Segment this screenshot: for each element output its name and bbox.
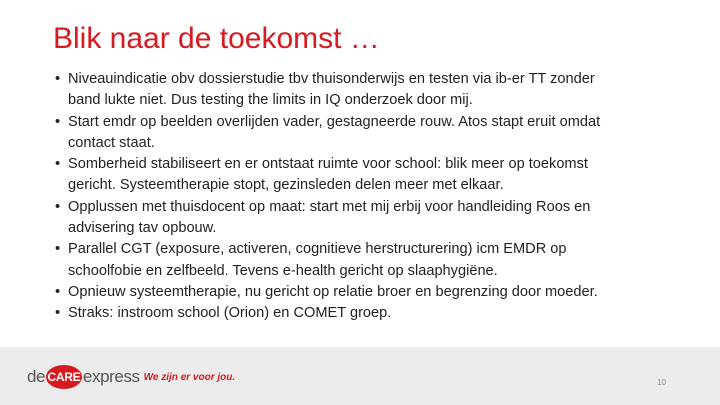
bullet-item: [51, 197, 661, 240]
bullet-text-line: schoolfobie en zelfbeeld. Tevens e-health gericht op slaaphygiëne.: [68, 262, 498, 279]
logo-prefix: de: [27, 367, 45, 386]
bullet-item: [51, 303, 661, 324]
bullet-text-line: Straks: instroom school (Orion) en COMET groep.: [68, 305, 392, 322]
bullet-text-line: Somberheid stabiliseert en er ontstaat ruimte voor school: blik meer op toekomst: [68, 156, 588, 173]
logo-mark: CARE: [46, 365, 82, 389]
bullet-marker: •: [55, 113, 61, 130]
logo-suffix: express: [82, 367, 140, 386]
bullet-marker: •: [55, 283, 61, 300]
bullet-text-line: Parallel CGT (exposure, activeren, cognitieve herstructurering) icm EMDR op: [68, 241, 567, 258]
logo-tagline: We zijn er voor jou.: [143, 371, 236, 383]
bullet-marker: •: [55, 156, 61, 173]
bullet-item: [51, 69, 661, 112]
bullet-item: [51, 154, 661, 197]
bullet-text-line: band lukte niet. Dus testing the limits in IQ onderzoek door mij.: [68, 92, 473, 109]
bullet-text-line: Opplussen met thuisdocent op maat: start met mij erbij voor handleiding Roos en: [68, 198, 591, 215]
page-number: 10: [657, 378, 666, 387]
bullet-marker: •: [55, 198, 61, 215]
slide-footer: [0, 347, 720, 405]
bullet-marker: •: [55, 241, 61, 258]
bullet-marker: •: [55, 305, 61, 322]
bullet-list: [51, 69, 661, 325]
bullet-text-line: contact staat.: [68, 134, 155, 151]
bullet-item: [51, 239, 661, 282]
bullet-item: [51, 282, 661, 303]
bullet-text-line: gericht. Systeemtherapie stopt, gezinsleden delen meer met elkaar.: [68, 177, 504, 194]
decare-express-logo: [27, 365, 235, 389]
slide-title: Blik naar de toekomst …: [53, 22, 380, 55]
bullet-text-line: Opnieuw systeemtherapie, nu gericht op relatie broer en begrenzing door moeder.: [68, 283, 598, 300]
bullet-text-line: Start emdr op beelden overlijden vader, gestagneerde rouw. Atos stapt eruit omdat: [68, 113, 601, 130]
bullet-item: [51, 112, 661, 155]
bullet-marker: •: [55, 71, 61, 87]
bullet-text-line: advisering tav opbouw.: [68, 220, 217, 237]
bullet-text-line: Niveauindicatie obv dossierstudie tbv thuisonderwijs en testen via ib-er TT zonder: [68, 71, 595, 87]
